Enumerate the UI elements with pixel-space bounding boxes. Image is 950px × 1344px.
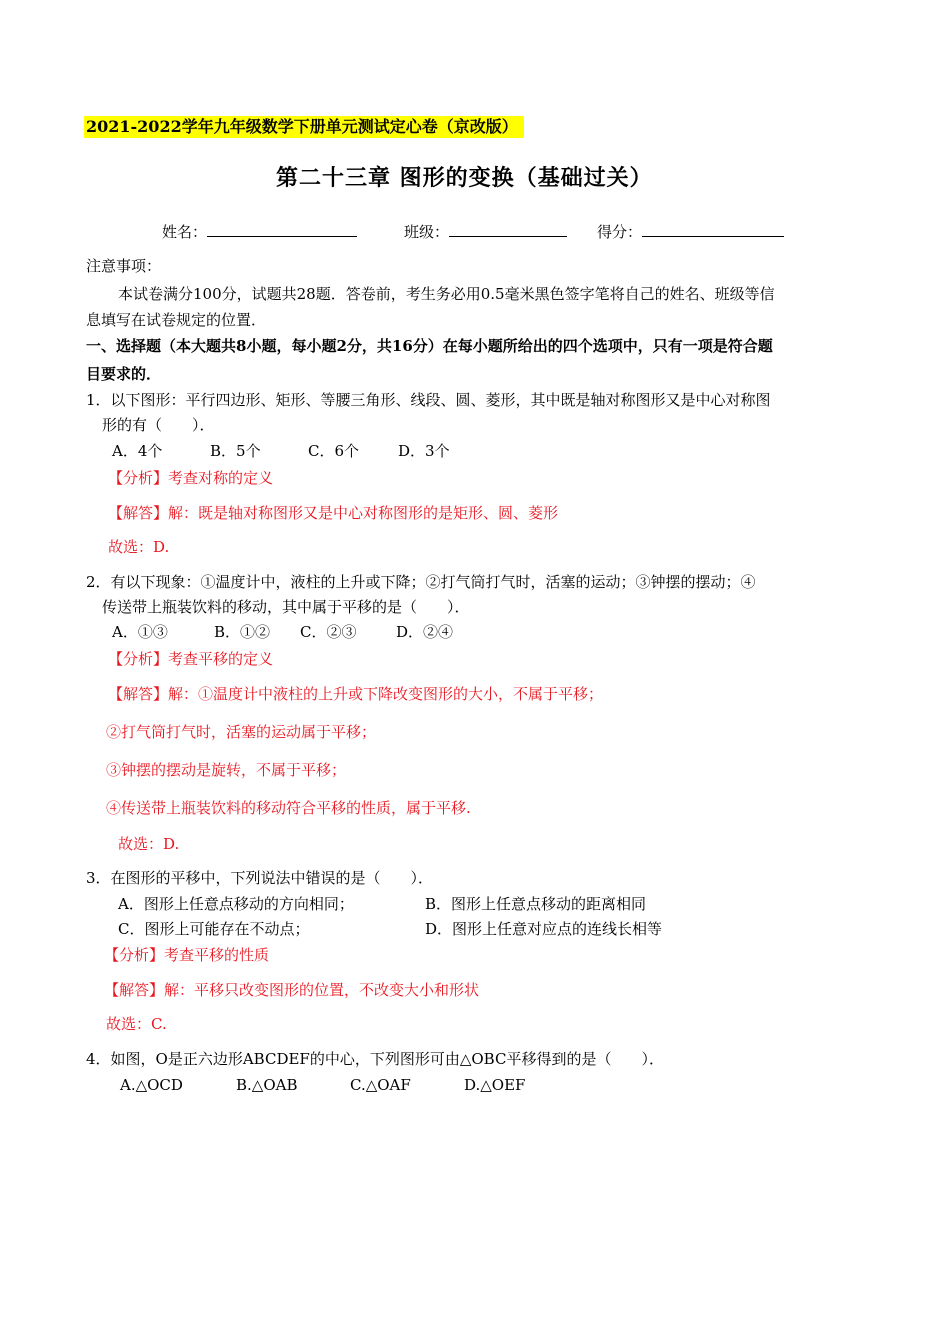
notice-body-line1: 本试卷满分100分，试题共28题．答卷前，考生务必用0.5毫米黑色签字笔将自己的姓名、班级等信 bbox=[118, 285, 775, 303]
score-blank[interactable] bbox=[642, 222, 784, 237]
q3-option-c: C．图形上可能存在不动点； bbox=[118, 920, 310, 938]
name-label: 姓名： bbox=[162, 223, 208, 241]
notice-heading: 注意事项： bbox=[86, 257, 162, 275]
q2-option-d: D．②④ bbox=[396, 623, 454, 641]
q2-answer: 故选：D. bbox=[118, 835, 180, 853]
q2-solution-line1: 【解答】解：①温度计中液柱的上升或下降改变图形的大小，不属于平移； bbox=[108, 685, 604, 703]
q1-stem-line2: 形的有（ ）． bbox=[102, 416, 215, 434]
q2-solution-line4: ④传送带上瓶装饮料的移动符合平移的性质，属于平移. bbox=[106, 799, 471, 817]
q2-options bbox=[112, 622, 453, 642]
exam-title: 2021-2022学年九年级数学下册单元测试定心卷（京改版） bbox=[84, 116, 524, 138]
q2-stem-line2: 传送带上瓶装饮料的移动，其中属于平移的是（ ）． bbox=[102, 598, 470, 616]
q2-analysis: 【分析】考查平移的定义 bbox=[108, 650, 274, 668]
q4-options bbox=[120, 1075, 525, 1095]
notice-body-line2: 息填写在试卷规定的位置． bbox=[86, 311, 267, 329]
q2-stem-line1: 2．有以下现象：①温度计中，液柱的上升或下降；②打气筒打气时，活塞的运动；③钟摆的摆动；④ bbox=[86, 573, 756, 591]
q2-solution-line3: ③钟摆的摆动是旋转，不属于平移； bbox=[106, 761, 347, 779]
q2-option-a: A．①③ bbox=[112, 623, 168, 641]
q3-stem-line1: 3．在图形的平移中，下列说法中错误的是（ ）． bbox=[86, 869, 434, 887]
name-blank[interactable] bbox=[207, 222, 357, 237]
class-blank[interactable] bbox=[449, 222, 567, 237]
q4-stem-line1: 4．如图，O是正六边形ABCDEF的中心，下列图形可由△OBC平移得到的是（ ）． bbox=[86, 1050, 664, 1068]
q2-option-b: B．①② bbox=[214, 623, 271, 641]
q1-option-a: A．4个 bbox=[112, 442, 163, 460]
q2-solution-line2: ②打气筒打气时，活塞的运动属于平移； bbox=[106, 723, 377, 741]
class-label: 班级： bbox=[404, 223, 450, 241]
q3-analysis: 【分析】考查平移的性质 bbox=[104, 946, 270, 964]
q3-solution-line1: 【解答】解：平移只改变图形的位置，不改变大小和形状 bbox=[104, 981, 480, 999]
score-field[interactable] bbox=[597, 222, 784, 242]
q4-option-b: B.△OAB bbox=[236, 1076, 298, 1094]
q3-answer: 故选：C. bbox=[106, 1015, 167, 1033]
q3-option-d: D．图形上任意对应点的连线长相等 bbox=[425, 920, 663, 938]
section1-heading-line1: 一、选择题（本大题共8小题，每小题2分，共16分）在每小题所给出的四个选项中，只有一项是符合题 bbox=[86, 337, 773, 355]
section1-heading-line2: 目要求的． bbox=[86, 365, 162, 383]
q1-option-b: B．5个 bbox=[210, 442, 261, 460]
q4-option-d: D.△OEF bbox=[464, 1076, 526, 1094]
q1-options bbox=[112, 441, 450, 461]
q1-option-c: C．6个 bbox=[308, 442, 360, 460]
q1-solution-line1: 【解答】解：既是轴对称图形又是中心对称图形的是矩形、圆、菱形 bbox=[108, 504, 559, 522]
q3-option-b: B．图形上任意点移动的距离相同 bbox=[425, 895, 647, 913]
q4-option-a: A.△OCD bbox=[120, 1076, 183, 1094]
name-field[interactable] bbox=[162, 222, 357, 242]
score-label: 得分： bbox=[597, 223, 643, 241]
q1-stem-line1: 1．以下图形：平行四边形、矩形、等腰三角形、线段、圆、菱形，其中既是轴对称图形又是中心对称图 bbox=[86, 391, 771, 409]
chapter-title: 第二十三章 图形的变换（基础过关） bbox=[276, 165, 653, 191]
class-field[interactable] bbox=[404, 222, 567, 242]
q1-analysis: 【分析】考查对称的定义 bbox=[108, 469, 274, 487]
q3-option-a: A．图形上任意点移动的方向相同； bbox=[118, 895, 354, 913]
q2-option-c: C．②③ bbox=[300, 623, 357, 641]
q1-option-d: D．3个 bbox=[398, 442, 450, 460]
q4-option-c: C.△OAF bbox=[350, 1076, 411, 1094]
q1-answer: 故选：D. bbox=[108, 538, 170, 556]
